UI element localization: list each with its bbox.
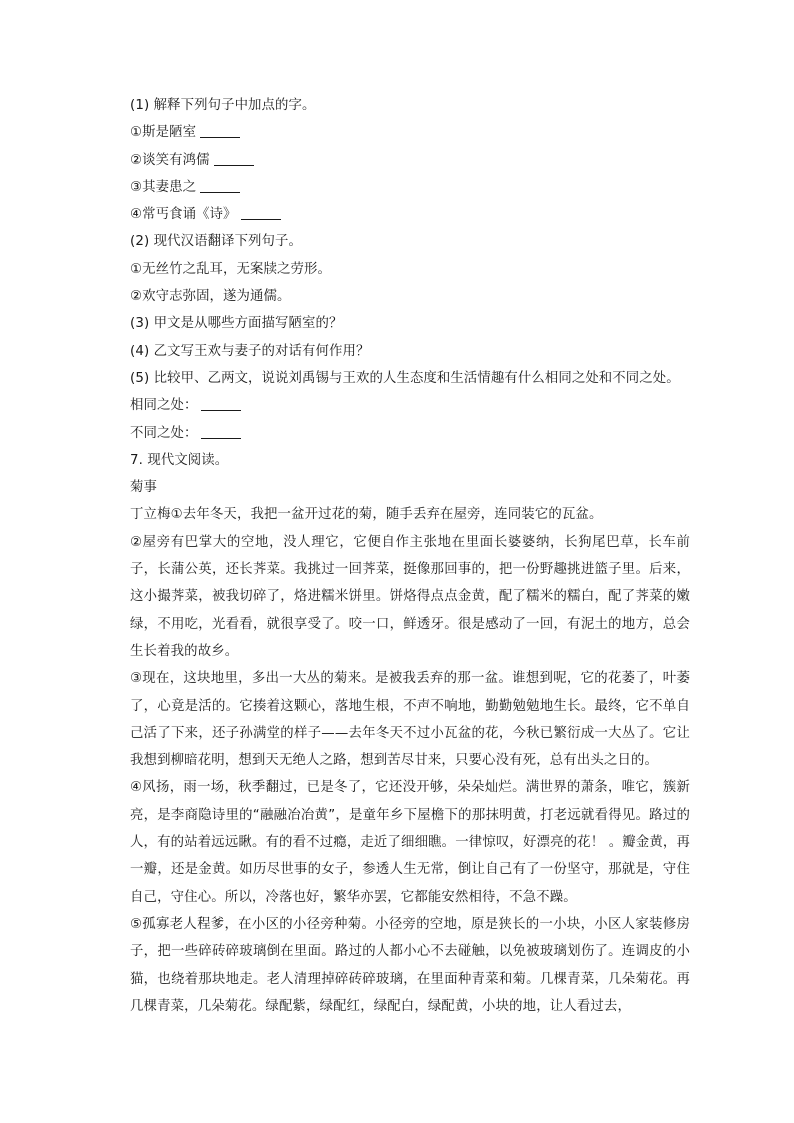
- answer-blank[interactable]: [201, 424, 241, 439]
- question-2: (2) 现代汉语翻译下列句子。: [130, 234, 303, 250]
- answer-blank[interactable]: [200, 178, 240, 193]
- document-content: [130, 92, 690, 1020]
- answer-blank[interactable]: [200, 123, 240, 138]
- answer-blank[interactable]: [201, 396, 241, 411]
- question-5: (5) 比较甲、乙两文，说说刘禹锡与王欢的人生态度和生活情趣有什么相同之处和不同之处。: [130, 370, 680, 386]
- question-2-item-1: ①无丝竹之乱耳，无案牍之劳形。: [130, 261, 331, 277]
- section-heading: 7. 现代文阅读。: [130, 452, 229, 468]
- question-5-same: 相同之处：: [130, 392, 690, 419]
- essay-paragraph-4: ④风扬，雨一场，秋季翻过，已是冬了，它还没开够，朵朵灿烂。满世界的萧条，唯它，簇新亮，是李商隐诗里的“融融冶冶黄”，是童年乡下屋檐下的那抹明黄，打老远就看得见。路过的人，有的站着远远瞅。有的看不过瘾，走近了细细瞧。一律惊叹，好漂亮的花！ 。瓣金黄，再一瓣，还是金黄。如历尽世事的女子，参透人生无常，倒让自己有了一份坚守，那就是，守住自己，守住心。所以，冷落也好，繁华亦罢，它都能安然相待，不急不躁。: [130, 780, 690, 905]
- question-1-item-4: ④常丐食诵《诗》: [130, 201, 690, 228]
- question-2-item-2: ②欢守志弥固，遂为通儒。: [130, 289, 291, 305]
- question-1-item-1: ①斯是陋室: [130, 119, 690, 146]
- question-5-diff: 不同之处：: [130, 420, 690, 447]
- question-1: (1) 解释下列句子中加点的字。: [130, 98, 316, 113]
- essay-paragraph-2: ②屋旁有巴掌大的空地，没人理它，它便自作主张地在里面长婆婆纳，长狗尾巴草，长车前子，长蒲公英，还长荠菜。我挑过一回荠菜，挺像那回事的，把一份野趣挑进篮子里。后来，这小撮荠菜，被我切碎了，烙进糯米饼里。饼烙得点点金黄，配了糯米的糯白，配了荠菜的嫩绿，不用吃，光看看，就很享受了。咬一口，鲜透牙。很是感动了一回，有泥土的地方，总会生长着我的故乡。: [130, 534, 690, 659]
- question-1-item-3: ③其妻患之: [130, 174, 690, 201]
- question-3: (3) 甲文是从哪些方面描写陋室的？: [130, 316, 343, 332]
- essay-title: 菊事: [130, 480, 157, 496]
- essay-paragraph-1: 丁立梅①去年冬天，我把一盆开过花的菊，随手丢弃在屋旁，连同装它的瓦盆。: [130, 507, 603, 523]
- answer-blank[interactable]: [241, 205, 281, 220]
- question-4: (4) 乙文写王欢与妻子的对话有何作用？: [130, 343, 370, 359]
- essay-paragraph-3: ③现在，这块地里，多出一大丛的菊来。是被我丢弃的那一盆。谁想到呢，它的花萎了，叶萎了，心竟是活的。它揍着这颗心，落地生根，不声不响地，勤勤勉勉地生长。最终，它不单自己活了下来，还子孙满堂的样子——去年冬天不过小瓦盆的花，今秋已繁衍成一大丛了。它让我想到柳暗花明，想到天无绝人之路，想到苦尽甘来，只要心没有死，总有出头之日的。: [130, 671, 690, 769]
- question-1-item-2: ②谈笑有鸿儒: [130, 147, 690, 174]
- essay-paragraph-5: ⑤孤寡老人程爹，在小区的小径旁种菊。小径旁的空地，原是狭长的一小块，小区人家装修房子，把一些碎砖碎玻璃倒在里面。路过的人都小心不去碰触，以免被玻璃划伤了。连调皮的小猫，也绕着那块地走。老人清理掉碎砖碎玻璃，在里面种青菜和菊。几棵青菜，几朵菊花。再几棵青菜，几朵菊花。绿配紫，绿配红，绿配白，绿配黄，小块的地，让人看过去，: [130, 916, 690, 1014]
- answer-blank[interactable]: [214, 151, 254, 166]
